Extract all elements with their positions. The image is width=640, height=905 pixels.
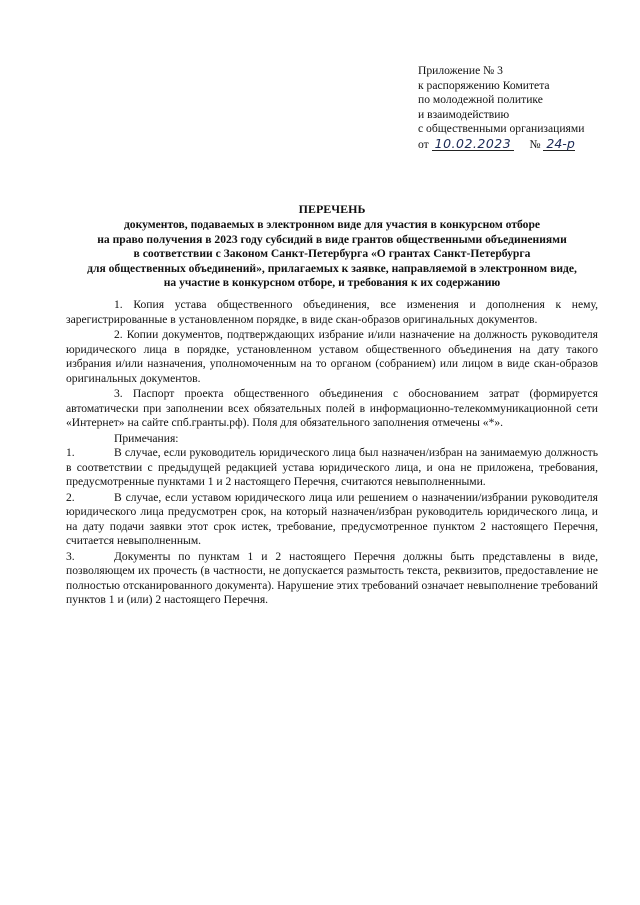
handwritten-date: 10.02.2023 [432, 137, 514, 151]
date-prefix: от [418, 137, 429, 151]
note-item-3 [66, 550, 598, 608]
note-number: 3. [66, 549, 75, 563]
document-title [66, 202, 598, 290]
notes-title: Примечания: [114, 431, 179, 445]
appendix-line: Приложение № 3 [418, 64, 503, 77]
title-heading: ПЕРЕЧЕНЬ [298, 202, 366, 216]
note-text: В случае, если руководитель юридического лица был назначен/избран на занимаемую должность в соответствии с предыдущей редакцией устава юридического лица, и она не приложена, требования, предусмотренные пунктами 1 и 2 настоящего Перечня, считаются невыполненными. [66, 446, 598, 488]
list-item-1: 1. Копия устава общественного объединения, все изменения и дополнения к нему, зарегистрированные в установленном порядке, в виде скан-образов оригинальных документов. [66, 298, 598, 326]
list-item-3: 3. Паспорт проекта общественного объединения с обоснованием затрат (формируется автоматически при заполнении всех обязательных полей в информационно-телекоммуникационной сети «Интернет» на сайте спб.гранты.рф). Поля для обязательного заполнения отмечены «*». [66, 387, 598, 429]
list-item-2: 2. Копии документов, подтверждающих избрание и/или назначение на должность руководителя юридического лица в порядке, установленном уставом общественного объединения на дату такого избрания и/или назначения, уполномоченным на то органом (собранием) или лицом в виде скан-образов оригинальных документов. [66, 328, 598, 385]
appendix-date-line [418, 137, 618, 153]
note-item-2 [66, 491, 598, 549]
note-item-1 [66, 446, 598, 490]
title-line: документов, подаваемых в электронном виде для участия в конкурсном отборе [123, 218, 541, 232]
appendix-line: по молодежной политике [418, 93, 543, 107]
appendix-block [418, 64, 618, 153]
number-prefix: № [529, 137, 541, 151]
title-line: в соответствии с Законом Санкт-Петербурга «О грантах Санкт-Петербурга [133, 247, 531, 261]
note-number: 1. [66, 446, 75, 459]
note-text: В случае, если уставом юридического лица или решением о назначении/избрании руководителя юридического лица предусмотрен срок, на который назначен/избран руководитель юридического лица, и на дату подачи заявки этот срок истек, требование, предусмотренное пунктом 2 настоящего Перечня, считается невыполненным. [66, 490, 598, 547]
appendix-line: к распоряжению Комитета [418, 78, 550, 92]
title-line: на право получения в 2023 году субсидий в виде грантов общественными объединениями [97, 232, 567, 246]
document-body [66, 298, 598, 609]
title-line: на участие в конкурсном отборе, и требования к их содержанию [163, 276, 501, 290]
appendix-line: и взаимодействию [418, 107, 510, 121]
note-number: 2. [66, 490, 75, 504]
appendix-line: с общественными организациями [418, 122, 585, 136]
handwritten-number: 24-р [543, 137, 575, 151]
title-line: для общественных объединений», прилагаемых к заявке, направляемой в электронном виде, [87, 261, 577, 275]
note-text: Документы по пунктам 1 и 2 настоящего Перечня должны быть представлены в виде, позволяющем их прочесть (в частности, не допускается размытость текста, реквизитов, предоставление не полностью отсканированного документа). Нарушение этих требований означает невыполнение требований пунктов 1 и (или) 2 настоящего Перечня. [66, 549, 598, 606]
